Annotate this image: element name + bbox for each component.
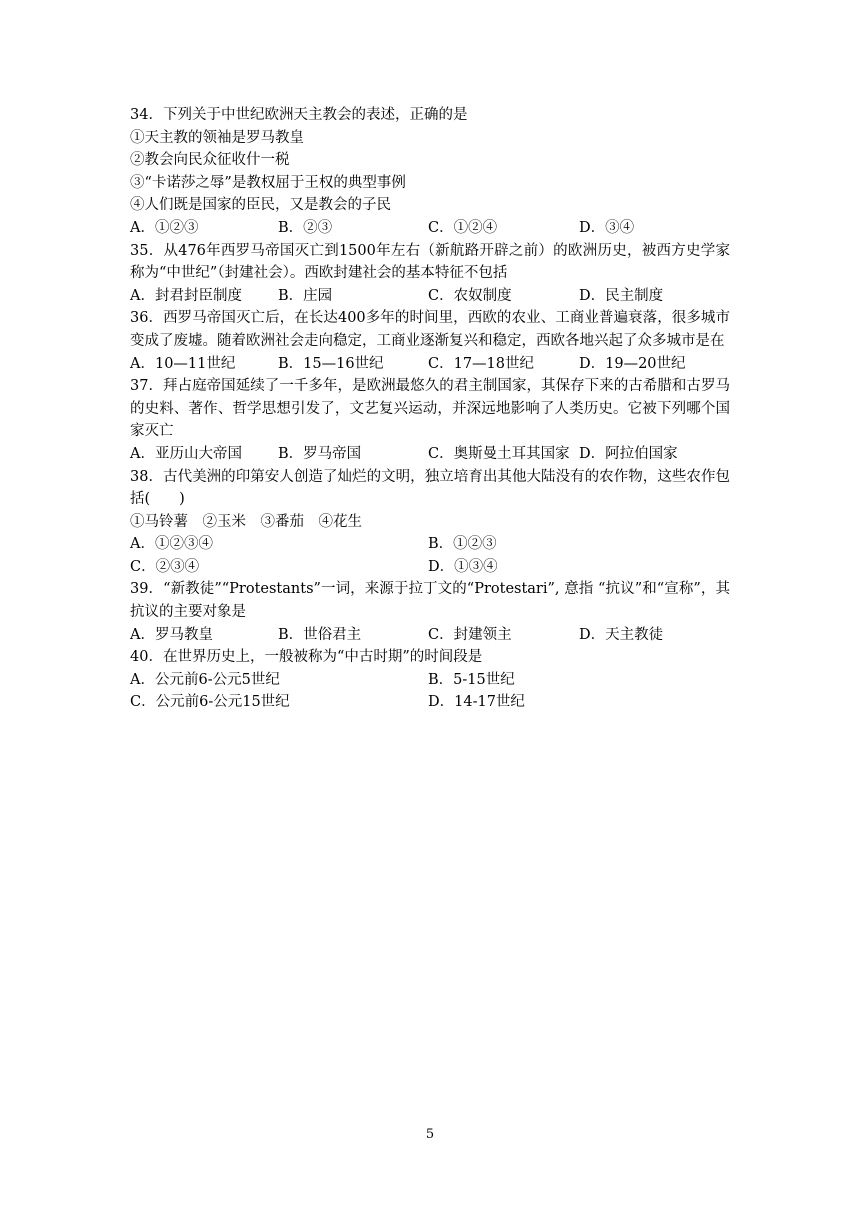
question-38-stem: 38．古代美洲的印第安人创造了灿烂的文明，独立培育出其他大陆没有的农作物，这些农作包括( ) [130, 468, 730, 508]
question-34-options [130, 217, 730, 240]
question-35-stem: 35．从476年西罗马帝国灭亡到1500年左右（新航路开辟之前）的欧洲历史，被西方史学家称为“中世纪”（封建社会）。西欧封建社会的基本特征不包括 [130, 242, 730, 282]
option-a: A．①②③ [130, 219, 199, 236]
option-d: D．14-17世纪 [428, 694, 525, 711]
option-c: C．①②④ [428, 219, 498, 236]
option-d: D．天主教徒 [579, 626, 664, 643]
question-40-stem: 40．在世界历史上，一般被称为“中古时期”的时间段是 [130, 649, 483, 666]
question-34-stem: 34．下列关于中世纪欧洲天主教会的表述，正确的是 [130, 107, 468, 123]
option-c: C．农奴制度 [428, 287, 512, 304]
option-d: D．阿拉伯国家 [579, 445, 678, 462]
option-d: D．①③④ [428, 558, 498, 575]
question-34-item-2: ②教会向民众征收什一税 [130, 152, 290, 169]
option-a: A．公元前6-公元5世纪 [130, 671, 280, 688]
question-39-options [130, 624, 730, 647]
option-b: B．世俗君主 [278, 626, 362, 643]
question-34-item-3: ③“卡诺莎之辱”是教权屈于王权的典型事例 [130, 174, 406, 191]
question-38-items: ①马铃薯 ②玉米 ③番茄 ④花生 [130, 513, 362, 530]
question-34-item-4: ④人们既是国家的臣民，又是教会的子民 [130, 197, 391, 214]
question-36-options [130, 353, 730, 376]
option-c: C．公元前6-公元15世纪 [130, 694, 290, 711]
question-34-item-1: ①天主教的领袖是罗马教皇 [130, 129, 304, 146]
option-b: B．①②③ [428, 536, 497, 553]
question-36-stem: 36．西罗马帝国灭亡后，在长达400多年的时间里，西欧的农业、工商业普遍衰落，很多城市变成了废墟。随着欧洲社会走向稳定，工商业逐渐复兴和稳定，西欧各地兴起了众多城市是在 [130, 310, 730, 349]
option-c: C．封建领主 [428, 626, 512, 643]
option-c: C．②③④ [130, 558, 200, 575]
option-a: A．①②③④ [130, 536, 213, 553]
option-a: A．10—11世纪 [130, 355, 236, 372]
option-d: D．③④ [579, 219, 635, 236]
option-b: B．庄园 [278, 287, 333, 304]
question-list [130, 104, 730, 714]
option-a: A．罗马教皇 [130, 626, 213, 643]
option-c: C．17—18世纪 [428, 355, 534, 372]
question-37-options [130, 443, 730, 466]
page-number: 5 [425, 1127, 435, 1142]
option-b: B．15—16世纪 [278, 355, 384, 372]
question-37-stem: 37．拜占庭帝国延续了一千多年，是欧洲最悠久的君主制国家，其保存下来的古希腊和古罗马的史料、著作、哲学思想引发了，文艺复兴运动，并深远地影响了人类历史。它被下列哪个国家灭亡 [130, 378, 730, 440]
option-b: B．②③ [278, 219, 333, 236]
question-35-options [130, 285, 730, 308]
option-a: A．亚历山大帝国 [130, 445, 242, 462]
option-c: C．奥斯曼土耳其国家 [428, 445, 570, 462]
option-d: D．民主制度 [579, 287, 664, 304]
option-b: B．罗马帝国 [278, 445, 362, 462]
option-a: A．封君封臣制度 [130, 287, 242, 304]
question-38-options-row-1 [130, 533, 730, 556]
question-40-options-row-1 [130, 669, 730, 692]
question-39-stem: 39．“新教徒”“Protestants”一词，来源于拉丁文的“Protestari”, 意指 “抗议”和“宣称”，其抗议的主要对象是 [130, 581, 730, 621]
question-38-options-row-2 [130, 556, 730, 579]
option-d: D．19—20世纪 [579, 355, 686, 372]
option-b: B．5-15世纪 [428, 671, 515, 688]
question-40-options-row-2 [130, 691, 730, 714]
